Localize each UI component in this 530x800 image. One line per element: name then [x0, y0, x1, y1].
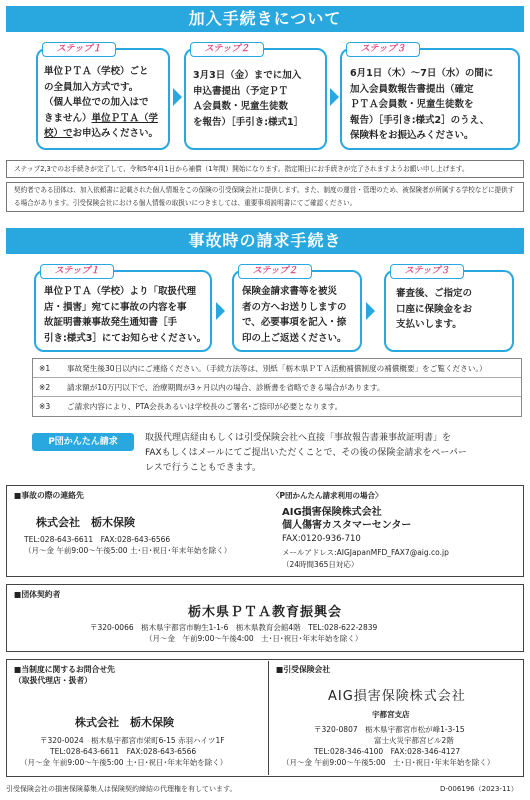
enroll-step-2-text: 3月3日（金）までに加入 申込書提出（予定ＰＴ Ａ会員数・児童生徒数 を報告）［手引き:様式1］ — [193, 70, 304, 128]
note-mark: ※2 — [39, 382, 51, 392]
insurer-tel: TEL:028-346-4100 FAX:028-346-4127 — [314, 747, 461, 756]
claim-step-3-text: 審査後、ご指定の 口座に保険金をお 支払いします。 — [396, 288, 473, 330]
footer-code: D-006196（2023-11） — [440, 785, 518, 793]
pdan-fax: FAX:0120-936-710 — [282, 534, 361, 544]
inquiry-address: 〒320-0024 栃木県宇都宮市栄町6-15 赤羽ハイツ1F — [40, 736, 225, 745]
divider — [268, 661, 269, 775]
arrow-icon — [173, 88, 182, 106]
pdan-claim-badge: P団かんたん請求 — [32, 433, 134, 451]
inquiry-company: 株式会社 栃木保険 — [75, 716, 174, 729]
insurer-hours: （月～金 午前9:00～午後5:00 土･日･祝日･年末年始を除く） — [282, 758, 495, 767]
claim-note-row — [33, 378, 521, 397]
enroll-step-2-tag: ステップ２ — [190, 42, 264, 57]
insurer-label: ■引受保険会社 — [276, 665, 331, 674]
inquiry-hours: （月～金 午前9:00～午後5:00 土･日･祝日･年末年始を除く） — [20, 758, 228, 767]
privacy-note: 契約者である団体は、加入依頼書に記載された個人情報をこの保険の引受保険会社に提供します。また、制度の運営・管理のため、被保険者が所属する学校などに提供する場合があります。引受保険会社における個人情報の取扱いにつきましては、重要事項説明書にてご確認ください。 — [14, 186, 515, 207]
section-title-claims: 事故時の請求手続き — [6, 228, 524, 254]
note-text: 事故発生後30日以内にご連絡ください。（手続方法等は、別紙「栃木県ＰＴＡ活動補償制度の補償概要」をご覧ください。） — [67, 363, 487, 373]
claim-notes — [32, 358, 522, 417]
inquiry-tel: TEL:028-643-6611 FAX:028-643-6566 — [50, 747, 197, 756]
pdan-claim-description: 取扱代理店経由もしくは引受保険会社へ直接「事故報告書兼事故証明書」を FAXもしくはメールにてご提出いただくことで、その後の保険金請求をペーパー レスで行うこともできます。 — [145, 433, 467, 473]
insurer-address: 〒320-0807 栃木県宇都宮市松が峰1-3-15 富士火災宇都宮ビル2階 — [314, 725, 465, 745]
note-text: 請求額が10万円以下で、治療期間が3ヶ月以内の場合、診断書を省略できる場合があります。 — [67, 382, 385, 392]
accident-contact-label: ■事故の際の連絡先 — [14, 491, 84, 500]
insurer-branch: 宇都宮支店 — [372, 710, 410, 719]
note-text: ご請求内容により、PTA会長あるいは学校長のご署名･ご捺印が必要となります。 — [67, 402, 343, 411]
pdan-contact-label: 〈P団かんたん請求利用の場合〉 — [272, 491, 383, 500]
accident-company: 株式会社 栃木保険 — [36, 516, 135, 529]
claim-step-1-text: 単位ＰＴＡ（学校）より「取扱代理 店・損害」宛てに事故の内容を事 故証明書兼事故発生通知書［手 引き:様式3］にてお知らせください。 — [44, 286, 207, 344]
arrow-icon — [216, 302, 225, 320]
claim-step-3-tag: ステップ３ — [390, 264, 464, 279]
section-title-enrollment: 加入手続きについて — [6, 6, 524, 32]
accident-hours: （月～金 午前9:00～午後5:00 土･日･祝日･年末年始を除く） — [24, 546, 232, 555]
arrow-icon — [330, 88, 339, 106]
footer-disclaimer: 引受保険会社の損害保険募集人は保険契約締結の代理権を有しています。 — [6, 785, 237, 793]
enroll-step-3-text: 6月1日（木）～7日（水）の間に 加入会員数報告書提出（確定 ＰＴＡ会員数・児童生徒数を 報告）［手引き:様式2］のうえ、 保険料をお振込みください。 — [350, 68, 494, 141]
start-note: ステップ2,3でのお手続きが完了して、令和5年4月1日から補償（1年間）開始になります。指定期日にお手続きが完了されますようお願い申し上げます。 — [14, 165, 469, 173]
claim-note-row — [33, 359, 521, 378]
arrow-icon — [366, 302, 375, 320]
accident-tel: TEL:028-643-6611 FAX:028-643-6566 — [24, 535, 171, 544]
inquiry-sublabel: （取扱代理店・扱者） — [14, 676, 92, 685]
holder-name: 栃木県ＰＴＡ教育振興会 — [188, 605, 343, 620]
pdan-center: 個人傷害カスタマーセンター — [282, 520, 412, 531]
inquiry-label: ■当制度に関するお問合せ先 — [14, 665, 115, 674]
pdan-mail: メールアドレス:AIGJapanMFD_FAX7@aig.co.jp — [282, 548, 449, 557]
note-mark: ※1 — [39, 363, 51, 373]
pdan-hours: （24時間365日対応） — [282, 560, 359, 569]
holder-hours: （月～金 午前9:00～午後4:00 土･日･祝日･年末年始を除く） — [145, 634, 363, 643]
note-mark: ※3 — [39, 402, 51, 411]
holder-address: 〒320-0066 栃木県宇都宮市駒生1-1-6 栃木県教育会館4階 TEL:028-622-2839 — [90, 623, 378, 632]
holder-label: ■団体契約者 — [14, 590, 61, 599]
enroll-step-1-tag: ステップ１ — [42, 42, 116, 57]
claim-step-1-tag: ステップ１ — [40, 264, 114, 279]
claim-step-2-text: 保険金請求書等を被災 者の方へお送りしますの で、必要事項を記入・捺 印の上ご返送ください。 — [242, 286, 347, 344]
claim-step-2-tag: ステップ２ — [238, 264, 312, 279]
pdan-company: AIG損害保険株式会社 — [282, 507, 382, 518]
enroll-step-1-text: 単位ＰＴＡ（学校）ごと の全員加入方式です。 （個人単位での加入はで きません）単位ＰＴＡ（学 校）でお申込みください。 — [44, 66, 159, 139]
enroll-step-3-tag: ステップ３ — [346, 42, 420, 57]
insurer-name: AIG損害保険株式会社 — [328, 689, 466, 704]
claim-note-row — [33, 397, 521, 416]
